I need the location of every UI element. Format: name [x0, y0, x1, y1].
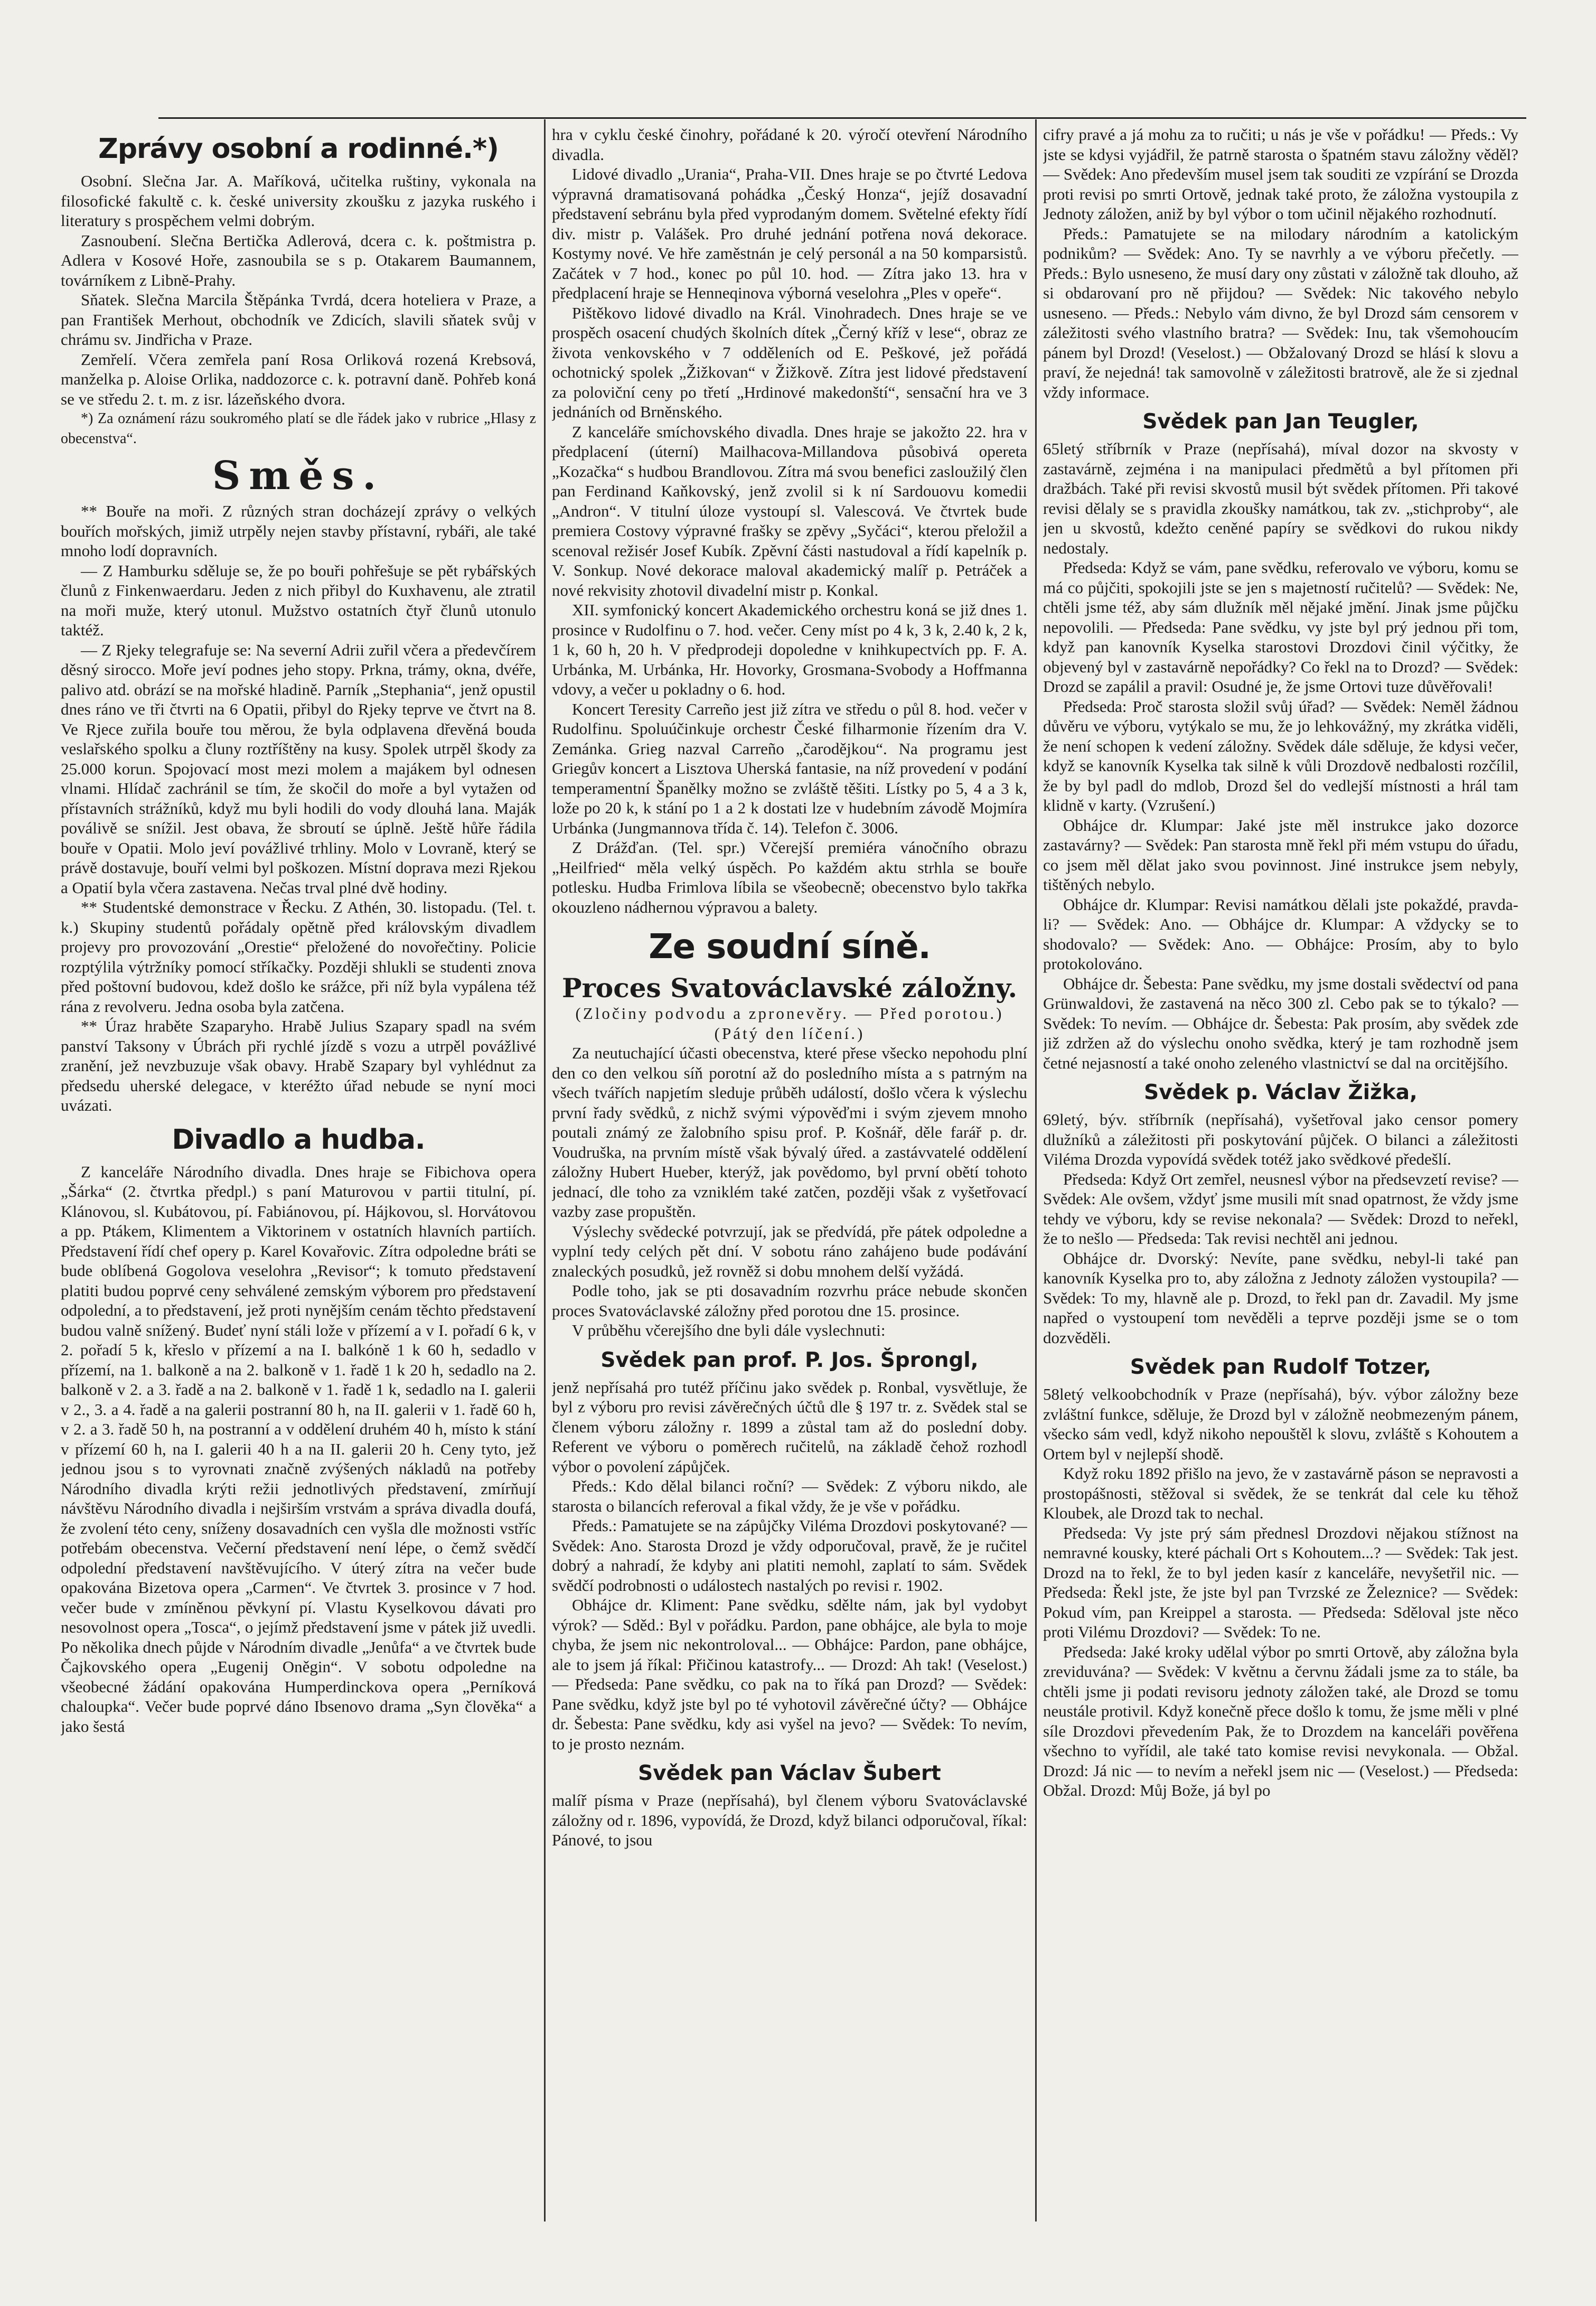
trial-heading: Proces Svatováclavské záložny. — [561, 972, 1018, 1004]
witness-heading: Svědek pan Rudolf Totzer, — [1130, 1355, 1432, 1379]
article-paragraph: — Z Hamburku sděluje se, že po bouři pohřešuje se pět rybářských člunů z Finkenwaerdaru. Jeden z nich přibyl do Kuxhavenu, ale ztratil na moři muže, který utonul. Mužstvo ostatních čtyř člunů utonulo taktéž. — [61, 561, 536, 639]
section-heading-theatre: Divadlo a hudba. — [172, 1123, 425, 1156]
article-paragraph: 69letý, býv. stříbrník (nepřísahá), vyšetřoval jako censor pomery dlužníků a záležitosti při poskytování půjček. O bilanci a záležitosti Viléma Drozda vypovídá svědek totéž jako svědkové předešlí. — [1043, 1110, 1518, 1168]
column-2 — [552, 125, 1027, 2216]
article-paragraph: Předs.: Pamatujete se na zápůjčky Viléma Drozdovi poskytované? — Svědek: Ano. Starosta Drozd je vždy odporučoval, pravě, že je ručitel dobrý a nahradí, že kdyby ani platiti nemohl, zaplatí to sám. Svědek svědčí podrobnosti o událostech nastalých po revisi r. 1902. — [552, 1516, 1027, 1595]
article-paragraph: Obhájce dr. Dvorský: Nevíte, pane svědku, nebyl-li také pan kanovník Kyselka pro to, aby záložna z Jednoty záložen vystoupila? — Svědek: To my, hlavně ale p. Drozd, to řekl pan dr. Zavadil. My jsme napřed o vystoupení tom nevěděli a teprve později jsme se o tom dozvěděli. — [1043, 1249, 1518, 1347]
column-1 — [61, 125, 536, 2216]
article-paragraph: Z Drážďan. (Tel. spr.) Včerejší premiéra vánočního obrazu „Heilfried“ měla velký úspěch. Po každém aktu strhla se bouře potlesku. Hudba Frimlova líbila se všeobecně; obecenstvo bylo takřka okouzleno nádhernou výpravou a balety. — [552, 838, 1027, 916]
article-paragraph: Sňatek. Slečna Marcila Štěpánka Tvrdá, dcera hoteliera v Praze, a pan František Merhout, obchodník ve Zdicích, slavili sňatek svůj v chrámu sv. Jindřicha v Praze. — [61, 290, 536, 349]
article-paragraph: Zasnoubení. Slečna Bertička Adlerová, dcera c. k. poštmistra p. Adlera v Kosové Hoře, zasnoubila se s p. Otakarem Baumannem, továrníkem z Libně-Prahy. — [61, 231, 536, 289]
witness-heading: Svědek pan prof. P. Jos. Šprongl, — [600, 1348, 979, 1372]
column-separator — [544, 119, 546, 2221]
article-paragraph: Zemřelí. Včera zemřela paní Rosa Orliková rozená Krebsová, manželka p. Aloise Orlika, naddozorce c. k. potravní daně. Pohřeb koná se ve středu 2. t. m. z isr. lázeňského dvora. — [61, 350, 536, 408]
article-paragraph: Předs.: Kdo dělal bilanci roční? — Svědek: Z výboru nikdo, ale starosta o bilancích referoval a fikal vždy, že je vše v pořádku. — [552, 1477, 1027, 1515]
article-paragraph: Osobní. Slečna Jar. A. Maříková, učitelka ruštiny, vykonala na filosofické fakultě c. k. české university zkoušku z jazyka ruského i literatury s prospěchem velmi dobrým. — [61, 172, 536, 230]
article-paragraph: ** Úraz hraběte Szaparyho. Hrabě Julius Szapary spadl na svém panství Taksony v Úbrách při rychlé jízdě s vozu a utrpěl povážlivé zranění, jež nevzbuzuje však obavy. Hrabě Szapary byl vyhlédnut za předsedu uherské delegace, v kteréžto úřad nebude se nyní moci uvázati. — [61, 1017, 536, 1114]
trial-day: (Pátý den líčení.) — [714, 1024, 865, 1043]
article-paragraph: 65letý stříbrník v Praze (nepřísahá), míval dozor na skvosty v zastavárně, zejména i na manipulaci předmětů a byl přítomen při dražbách. Také při revisi skvostů musil být svědek přítomen. Při takové revisi dělaly se s pravidla zkoušky namátkou, tak zv. „stichproby“, ale jen u skvostů, kdežto ceněné papíry se svědkovi do rukou nikdy nedostaly. — [1043, 439, 1518, 557]
article-paragraph: malíř písma v Praze (nepřísahá), byl členem výboru Svatováclavské záložny od r. 1896, vypovídá, že Drozd, když bilanci odporučoval, říkal: Pánové, to jsou — [552, 1791, 1027, 1849]
article-paragraph: Když roku 1892 přišlo na jevo, že v zastavárně páson se nepravosti a prostopášnosti, stěžoval si svědek, že se tenkrát dal cele ku těhož Kloubek, ale Drozd tak to nechal. — [1043, 1464, 1518, 1522]
witness-heading: Svědek pan Jan Teugler, — [1142, 410, 1419, 434]
article-paragraph: Předseda: Když Ort zemřel, neusnesl výbor na předsevzetí revise? — Svědek: Ale ovšem, vždyť jsme musili mít snad opatrnost, že vždy jsme tehdy ve výboru, kdy se revise nekonala? — Svědek: Drozd to neřekl, že to nešlo — Předseda: Tak revisi nechtěl ani jednou. — [1043, 1169, 1518, 1248]
article-paragraph: Předseda: Když se vám, pane svědku, referovalo ve výboru, komu se má co půjčiti, spokojili jste se jen s majetností ručitelů? — Svědek: Ne, chtěli jsme též, aby sám dlužník měl nějaké jmění. Jinak jsme půjčku nepovolili. — Předseda: Pane svědku, vy jste byl prý jednou při tom, když pan kanovník Kyselka starostovi Drozdovi činil výčitky, že objevený byl v zastavárně nepořádky? Co řekl na to Drozd? — Svědek: Drozd se zapálil a pravil: Osudné je, že jsme Ortovi tuze důvěřovali! — [1043, 558, 1518, 696]
article-paragraph: jenž nepřísahá pro tutéž příčinu jako svědek p. Ronbal, vysvětluje, že byl z výboru pro revisi závěrečných účtů dle § 197 tr. z. Svědek stal se členem výboru záložny r. 1899 a zůstal tam až do poslední doby. Referent ve výboru o poměrech ručitelů, na základě čehož rozhodl výbor o povolení zápůjček. — [552, 1377, 1027, 1476]
article-paragraph: Lidové divadlo „Urania“, Praha-VII. Dnes hraje se po čtvrté Ledova výpravná dramatisovaná pohádka „Český Honza“, jejíž dosavadní představení sebránu byla před vyprodaným domem. Světelné efekty řídí div. mistr p. Valášek. Pro druhé jednání potřena nová dekorace. Kostymy nové. Ve hře zaměstnán je celý personál a na 50 komparsistů. Začátek v 7 hod., konec po půl 10. hod. — Zítra jako 13. hra v předplacení hraje se Henneqinova výborná veselohra „Ples v opeře“. — [552, 165, 1027, 302]
witness-heading: Svědek p. Václav Žižka, — [1144, 1081, 1417, 1104]
article-paragraph: Předseda: Jaké kroky udělal výbor po smrti Ortově, aby záložna byla zreviduvána? — Svědek: V květnu a červnu žádali jsme za to stále, ba chtěli jsme ji podati revisoru jednoty záložen také, ale Drozd se tomu neustále protivil. Když konečně přece došlo k tomu, že jsme měli v plné síle Drozdovi převedením Pak, že to Drozdem na kanceláři pověřena všechno to vyřídil, ale také tato komise revisi nevykonala. — Obžal. Drozd: Já nic — to nevím a neřekl jsem nic — (Veselost.) — Předseda: Obžal. Drozd: Můj Bože, já byl po — [1043, 1642, 1518, 1799]
section-heading-court: Ze soudní síně. — [649, 927, 931, 967]
article-paragraph: Předseda: Vy jste prý sám přednesl Drozdovi nějakou stížnost na nemravné kousky, které páchali Ort s Kohoutem...? — Svědek: Tak jest. Drozd na to řekl, že to byl jeden kasír z kanceláře, nevyšetřil nic. — Předseda: Řekl jste, že jste byl pan Tvrzské ze Železnice? — Svědek: Pokud vím, pan Kreippel a starosta. — Předseda: Sděloval jste něco proti Vilému Drozdovi? — Svědek: To ne. — [1043, 1523, 1518, 1641]
witness-heading: Svědek pan Václav Šubert — [638, 1761, 941, 1785]
top-rule — [158, 117, 1526, 119]
article-paragraph: hra v cyklu české činohry, pořádané k 20. výročí otevření Národního divadla. — [552, 125, 1027, 164]
trial-subheading: (Zločiny podvodu a zpronevěry. — Před porotou.) — [575, 1004, 1004, 1023]
article-paragraph: Obhájce dr. Šebesta: Pane svědku, my jsme dostali svědectví od pana Grünwaldovi, že zastavená na něco 300 zl. Cebo pak se to týkalo? — Svědek: To nevím. — Obhájce dr. Šebesta: Pak prosím, aby svědek zde již zdržen až do výslechu onoho svědka, který je tam rozhodně jsem četné nejasností a také onoho zeleného vlastnictví se dal na orcitějšího. — [1043, 974, 1518, 1072]
article-paragraph: 58letý velkoobchodník v Praze (nepřísahá), býv. výbor záložny beze zvláštní funkce, sděluje, že Drozd byl v záložně neobmezeným pánem, všecko sám vedl, když nikoho nepouštěl k slovu, zvláště s Kohoutem a Ortem byl v nejlepší shodě. — [1043, 1385, 1518, 1463]
article-paragraph: Obhájce dr. Klumpar: Jaké jste měl instrukce jako dozorce zastavárny? — Svědek: Pan starosta mně řekl při mém vstupu do úřadu, co jsem měl dělat jako svou povinnost. Jiné instrukce jsem nebyly, tištěných nebylo. — [1043, 815, 1518, 894]
article-paragraph: cifry pravé a já mohu za to ručiti; u nás je vše v pořádku! — Předs.: Vy jste se kdysi vyjádřil, že patrně starosta o špatném stavu záložny věděl? — Svědek: Ano především musel jsem tak souditi ze vzpírání se Drozda proti revisi po smrti Ortově, jednak také proto, že záložna vystoupila z Jednoty záložen, aniž by byl výbor o tom učinil nějakého rozhodnutí. — [1043, 125, 1518, 223]
article-paragraph: ** Studentské demonstrace v Řecku. Z Athén, 30. listopadu. (Tel. t. k.) Skupiny studentů pořádaly opětně před královským divadlem projevy pro provozování „Orestie“ přeložené do novořečtiny. Policie rozptýlila výtržníky pomocí stříkačky. Později shlukli se studenti znova před poštovní budovou, kdež došlo ke srážce, při níž byla vypálena též rána z revolveru. Jedna osoba byla zatčena. — [61, 898, 536, 1016]
article-paragraph: Z kanceláře Národního divadla. Dnes hraje se Fibichova opera „Šárka“ (2. čtvrtka předpl.) s paní Maturovou v partii titulní, pí. Klánovou, sl. Kubátovou, pí. Fabiánovou, pí. Hájkovou, sl. Horvátovou a pp. Ptákem, Klimentem a Viktorinem v ostatních hlavních partiích. Představení řídí chef opery p. Karel Kovařovic. Zítra odpoledne bráti se bude oblíbená Gogolova veselohra „Revisor“; k tomuto představení platiti budou poprvé ceny sehválené zemským výborem pro představení odpolední, a to představení, jež proti nynějším cenám těchto představení budou valně snížený. Budeť nyní stáli lože v přízemí a v I. pořadí 6 k, v 2. pořadí 5 k, křeslo v přízemí a na I. balkóně 1 k 60 h, sedadlo v přízemí, na 1. balkoně a na 2. balkoně v 1. řadě 1 k 20 h, sedadlo na 2. balkoně v 2. a 3. řadě a na 2. balkoně v 1. řadě 1 k, sedadlo na I. galerii v 2., 3. a 4. řadě a na galerii postranní 80 h, na II. galerii v 1. řadě 60 h, v 2. a 3. řadě 50 h, na postranní a v oddělení druhém 40 h, místo k stání v přízemí 60 h, na I. galerii 40 h a na II. galerii 20 h. Ceny tyto, jež jednou jsou s to vyrovnati značně zvýšených nákladů na potřeby Národního divadla krýti režii jednotlivých představení, zmírňují návštěvu Národního divadla i nejširším vrstvám a správa divadla doufá, že zvolení této ceny, sníženy dosavadních cen vyšla dle možnosti vstříc potřebám obecenstva. Večerní představení není lépe, o čemž svědčí odpolední představení navštěvujícího. V úterý zítra na večer bude opakována Bizetova opera „Carmen“. Ve čtvrtek 3. prosince v 7 hod. večer bude v zmíněnou pěvkyní pí. Vlastu Kyselkovou dávati pro nesovolnost opera „Tosca“, o jejímž představení jsme v pátek již uvedli. Po několika dnech půjde v Národním divadle „Jenůfa“ a ve čtvrtek bude Čajkovského opera „Eugenij Oněgin“. V sobotu odpoledne na všeobecné žádání opakována Humperdinckova opera „Perníková chaloupka“. Večer bude poprvé dáno Ibsenovo drama „Syn člověka“ a jako šestá — [61, 1162, 536, 1736]
article-paragraph: Výslechy svědecké potvrzují, jak se předvídá, pře pátek odpoledne a vyplní tedy celých pět dní. V sobotu ráno zahájeno bude podávání znaleckých posudků, jež rovněž si dobu mnohem delší vyžádá. — [552, 1222, 1027, 1280]
section-heading-personal: Zprávy osobní a rodinné.*) — [98, 133, 499, 165]
article-paragraph: ** Bouře na moři. Z různých stran docházejí zprávy o velkých bouřích mořských, jimiž utrpěly nejen stavby přístavní, rybáři, ale také mnoho lodí dopravních. — [61, 502, 536, 560]
article-paragraph: Z kanceláře smíchovského divadla. Dnes hraje se jakožto 22. hra v předplacení (úterní) Mailhacova-Millandova působivá opereta „Kozačka“ s hudbou Brandlovou. Zítra má svou benefici zasloužilý člen pan Ferdinand Kaňkovský, jenž zvolil si k ní Sardouovu komedii „Andron“. V titulní úloze vystoupí sl. Valescová. Ve čtvrtek bude premiera Costovy výpravné frašky se zpěvy „Syčáci“, kterou přeložil a scenoval režisér Josef Kubík. Zpěvní části nastudoval a řídí kapelník p. V. Sonkup. Nové dekorace maloval akademický malíř p. Petráček a nové rekvisity zhotovil divadelní mistr p. Konkal. — [552, 422, 1027, 599]
article-paragraph: — Z Rjeky telegrafuje se: Na severní Adrii zuřil včera a předevčírem děsný sirocco. Moře jeví podnes jeho stopy. Prkna, trámy, okna, dvéře, palivo atd. obrází se na mořské hladině. Parník „Stephania“, jenž opustil dnes ráno ve tři čtvrti na 6 Opatii, přibyl do Rjeky teprve ve čtvrt na 8. Ve Rjece zuřila bouře tou měrou, že byla odplavena dřevěná bouda veslařského spolku a čluny roztříštěny na kusy. Spolek utrpěl škody za 25.000 korun. Spojovací most mezi molem a majákem byl odnesen vlnami. Hlídač zachránil se tím, že skočil do moře a byl vytažen od přístavních strážníků, když mu byli hodili do vody dlouhá lana. Maják poválivě se snížil. Jest obava, že sbroutí se úplně. Ještě hůře řádila bouře v Opatii. Molo jeví povážlivé trhliny. Molo v Lovraně, který se právě dostavuje, bouří velmi byl poškozen. Místní doprava mezi Rjekou a Opatií byla včera zastavena. Nečas trval plné dvě hodiny. — [61, 640, 536, 897]
article-paragraph: Podle toho, jak se pti dosavadním rozvrhu práce nebude skončen proces Svatováclavské záložny před porotou dne 15. prosince. — [552, 1281, 1027, 1320]
article-paragraph: Koncert Teresity Carreño jest již zítra ve středu o půl 8. hod. večer v Rudolfinu. Spoluúčinkuje orchestr České filharmonie řízením dra V. Zemánka. Grieg nazval Carreño „čarodějkou“. Na programu jest Griegův koncert a Lisztova Uherská fantasie, na níž provedení v podání temperamentní Španělky možno se zvláště těšiti. Lístky po 5, 4 a 3 k, lože po 20 k, k stání po 1 a 2 k dostati lze v hudebním závodě Mojmíra Urbánka (Jungmannova třída č. 14). Telefon č. 3006. — [552, 699, 1027, 837]
article-paragraph: Obhájce dr. Kliment: Pane svědku, sdělte nám, jak byl vydobyt výrok? — Sděd.: Byl v pořádku. Pardon, pane obhájce, ale byla to moje chyba, že jsem nic nekontroloval... — Obhájce: Pardon, pane obhájce, ale to jsem já říkal: Přičinou katastrofy... — Drozd: Ah tak! (Veselost.) — Předseda: Pane svědku, co pak na to říká pan Drozd? — Svědek: Pane svědku, když jste byl po té vyhotovil závěrečné účty? — Obhájce dr. Šebesta: Pane svědku, kdy asi vyšel na jevo? — Svědek: To nevím, to je prosto neznám. — [552, 1596, 1027, 1753]
article-paragraph: XII. symfonický koncert Akademického orchestru koná se již dnes 1. prosince v Rudolfinu o 7. hod. večer. Ceny míst po 4 k, 3 k, 2.40 k, 2 k, 1 k, 60 h, 20 h. V předprodeji dopoledne v knihkupectvích pp. F. A. Urbánka, M. Urbánka, Hr. Hovorky, Grosmana-Svobody a Hoffmanna vdovy, a večer u pokladny o 6. hod. — [552, 601, 1027, 698]
article-paragraph: Předs.: Pamatujete se na milodary národním a katolickým podnikům? — Svědek: Ano. Ty se navrhly a ve výboru přečetly. — Předs.: Bylo usneseno, že musí dary ony zůstati v záložně tak dlouho, až si obdarovaní pro ně přijdou? — Svědek: Nic takového nebylo usneseno. — Předs.: Nebylo vám divno, že byl Drozd sám censorem v záležitosti svého vlastního bratra? — Svědek: Inu, tak všemohoucím pánem byl Drozd! (Veselost.) — Obžalovaný Drozd se hlásí k slovu a praví, že nejedná! tak samovolně v záležitosti bratrově, ale že si zjednal vždy informace. — [1043, 224, 1518, 401]
article-paragraph: Obhájce dr. Klumpar: Revisi namátkou dělali jste pokaždé, pravda-li? — Svědek: Ano. — Obhájce dr. Klumpar: A vždycky se to shodovalo? — Svědek: Ano. — Obhájce: Prosím, aby to bylo protokolováno. — [1043, 895, 1518, 973]
column-3 — [1043, 125, 1518, 2216]
column-separator — [1035, 119, 1037, 2221]
article-paragraph: V průběhu včerejšího dne byli dále vyslechnuti: — [572, 1321, 886, 1339]
article-paragraph: Pištěkovo lidové divadlo na Král. Vinohradech. Dnes hraje se ve prospěch osacení chudých školních dítek „Černý kříž v lese“, obraz ze života venkovského v 7 odděleních od E. Peškové, jež pořádá ochotnický spolek „Žižkovan“ v Žižkově. Zítra jest lidové představení za poloviční ceny po třetí „Hrdinové makedonští“, sensační hra ve 3 jednáních od Brněnského. — [552, 303, 1027, 421]
article-paragraph: Za neutuchající účasti obecenstva, které přese všecko nepohodu plní den co den velkou síň porotní až do posledního místa a s patrným na všech tvářích napjetím sleduje průběh událostí, došlo včera k výslechu první řady svědků, z nichž svými výpověďmi i svým zjevem mnoho poutali známý ze žalobního spisu prof. P. Košnář, děle farář p. dr. Voudruška, na prvním místě však bývalý úřed. a zastávvatelé oddělení záložny Hubert Hueber, kterýž, jak povědomo, byl první obětí tohoto jednací, dle toho za vzniklém také zatčen, později však z vyšetřovací vazby zase propuštěn. — [552, 1044, 1027, 1221]
footnote: *) Za oznámení rázu soukromého platí se dle řádek jako v rubrice „Hlasy z obecenstva“. — [61, 410, 536, 447]
article-paragraph: Předseda: Proč starosta složil svůj úřad? — Svědek: Neměl žádnou důvěru ve výboru, vytýkalo se mu, že jo lehkovážný, my zkrátka viděli, že není schopen k vedení záložny. Svědek dále sděluje, že kdysi večer, když se kanovník Kyselka tak silně k vůli Drozdově nedbalosti rozčílil, že by byl padl do mdlob, Drozd šel do vedlejší místnosti a hrál tam klidně v karty. (Vzrušení.) — [1043, 697, 1518, 814]
section-heading-smes: Směs. — [212, 453, 385, 499]
